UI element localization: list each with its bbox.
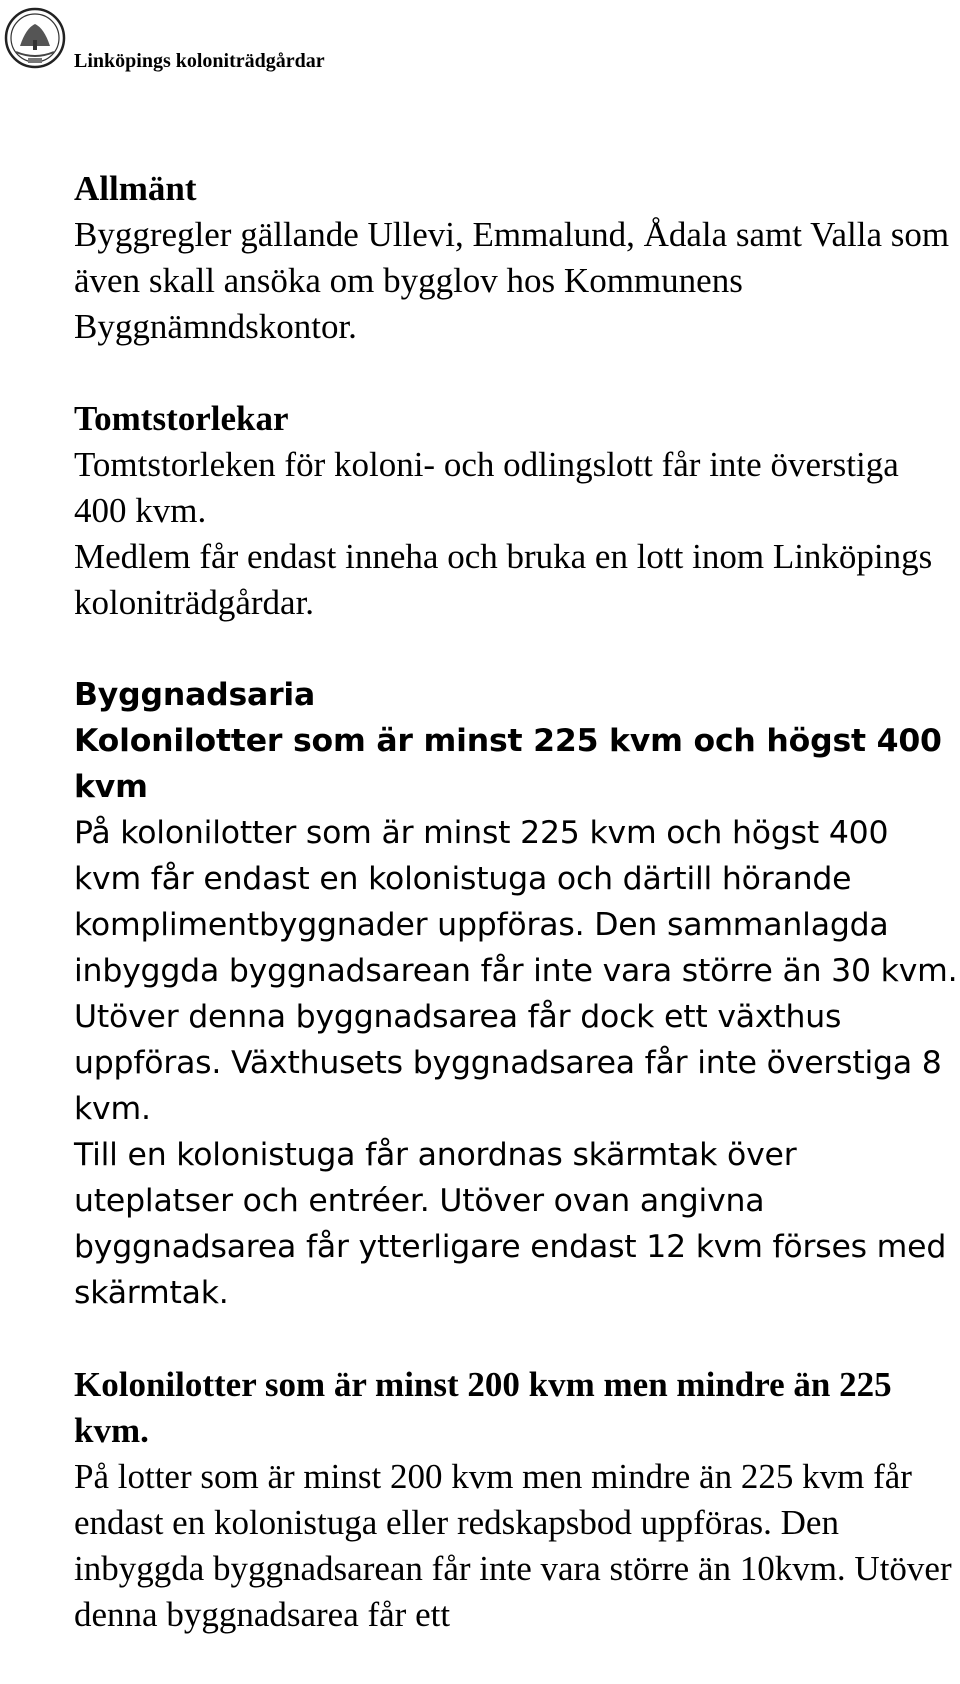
section-kolonilotter-200-225 <box>74 1362 958 1638</box>
organization-name: Linköpings koloniträdgårdar <box>74 50 325 72</box>
section-allmant <box>74 166 958 350</box>
section-heading: Tomtstorlekar <box>74 399 289 438</box>
section-heading: Allmänt <box>74 169 197 208</box>
section-tomtstorlekar <box>74 396 958 626</box>
section-byggnadsaria <box>74 672 958 1316</box>
section-heading: Byggnadsaria <box>74 677 316 713</box>
section-paragraph: Tomtstorleken för koloni- och odlingslott får inte överstiga 400 kvm. <box>74 445 899 530</box>
section-paragraph: Medlem får endast inneha och bruka en lott inom Linköpings koloniträdgårdar. <box>74 537 933 622</box>
document-body <box>74 166 958 1684</box>
page-header <box>4 2 904 76</box>
section-heading: Kolonilotter som är minst 200 kvm men mindre än 225 kvm. <box>74 1365 892 1450</box>
section-paragraph: På lotter som är minst 200 kvm men mindre än 225 kvm får endast en kolonistuga eller redskapsbod uppföras. Den inbyggda byggnadsarean får inte vara större än 10kvm. Utöver denna byggnadsarea får ett <box>74 1457 952 1634</box>
section-paragraph: Byggregler gällande Ullevi, Emmalund, Ådala samt Valla som även skall ansöka om bygglov hos Kommunens Byggnämndskontor. <box>74 215 950 346</box>
section-paragraph: På kolonilotter som är minst 225 kvm och högst 400 kvm får endast en kolonistuga och därtill hörande komplimentbyggnader uppföras. Den sammanlagda inbyggda byggnadsarean får inte vara större än 30 kvm. Utöver denna byggnadsarea får dock ett växthus uppföras. Växthusets byggnadsarea får inte överstiga 8 kvm. <box>74 815 958 1127</box>
section-paragraph: Till en kolonistuga får anordnas skärmtak över uteplatser och entréer. Utöver ovan angivna byggnadsarea får ytterligare endast 12 kvm förses med skärmtak. <box>74 1137 947 1311</box>
section-subheading: Kolonilotter som är minst 225 kvm och högst 400 kvm <box>74 723 942 805</box>
association-seal-icon <box>4 2 66 74</box>
